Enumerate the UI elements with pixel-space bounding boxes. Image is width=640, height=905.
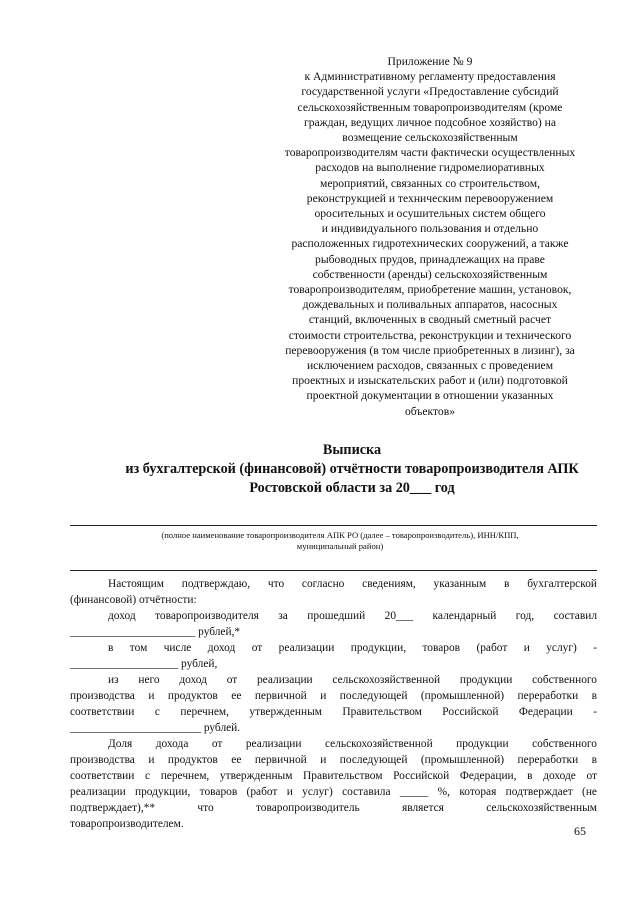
- caption-line: (полное наименование товаропроизводителя АПК РО (далее – товаропроизводитель), ИНН/КПП,: [161, 530, 519, 540]
- appendix-line: перевооружения (в том числе приобретенных в лизинг), за: [285, 343, 575, 357]
- statement-text: (финансовой) отчётности:: [70, 594, 197, 606]
- appendix-line: расположенных гидротехнических сооружений, а также: [291, 237, 569, 251]
- income-sales-field: ___________________ рублей,: [70, 658, 218, 670]
- appendix-line: товаропроизводителям, приобретение машин, установок,: [288, 283, 572, 297]
- income-sales-text: в том числе доход от реализации продукции, товаров (работ и услуг) -: [108, 642, 597, 654]
- title-period: Ростовской области за 20___ год: [249, 480, 455, 496]
- appendix-line: реконструкцией и техническим перевооружением: [306, 191, 554, 205]
- appendix-line: товаропроизводителям части фактически осуществленных: [284, 146, 576, 160]
- income-total-field: ______________________ рублей,*: [70, 626, 241, 638]
- share-text: реализации продукции, товаров (работ и услуг) составила _____ %, которая подтверждает (не: [70, 786, 597, 798]
- appendix-header: [262, 54, 598, 419]
- appendix-line: Приложение № 9: [387, 55, 473, 68]
- appendix-line: государственной услуги «Предоставление субсидий: [301, 85, 559, 99]
- appendix-line: сельскохозяйственным товаропроизводителям (кроме: [297, 100, 563, 114]
- statement-body: [70, 576, 597, 832]
- income-agri-text: производства и продуктов ее первичной и последующей (промышленной) переработки в: [70, 690, 597, 702]
- income-agri-text: из него доход от реализации сельскохозяйственной продукции собственного: [108, 674, 597, 686]
- caption-line: муниципальный район): [296, 541, 384, 551]
- share-text: соответствии с перечнем, утвержденным Правительством Российской Федерации, в доходе от: [70, 770, 597, 782]
- appendix-line: стоимости строительства, реконструкции и технического: [288, 328, 572, 342]
- appendix-line: проектных и изыскательских работ и (или) подготовкой: [292, 374, 568, 388]
- share-text: подтверждает),** что товаропроизводитель является сельскохозяйственным: [70, 802, 597, 814]
- appendix-line: возмещение сельскохозяйственным: [342, 131, 518, 145]
- appendix-line: станций, включенных в сводный сметный расчет: [308, 313, 552, 327]
- separator-line: [70, 570, 597, 571]
- appendix-line: объектов»: [404, 404, 455, 418]
- share-text: товаропроизводителем.: [70, 818, 184, 830]
- appendix-line: мероприятий, связанных со строительством,: [319, 176, 540, 190]
- page-number: 65: [574, 824, 586, 838]
- appendix-line: к Административному регламенту предоставления: [304, 70, 556, 84]
- appendix-line: собственности (аренды) сельскохозяйственным: [312, 267, 548, 281]
- appendix-line: исключением расходов, связанных с проведением: [306, 359, 554, 373]
- appendix-line: расходов на выполнение гидромелиоративных: [315, 161, 545, 175]
- appendix-line: проектной документации в отношении указанных: [306, 389, 554, 403]
- appendix-line: рыбоводных прудов, принадлежащих на праве: [315, 252, 545, 266]
- statement-text: Настоящим подтверждаю, что согласно сведениям, указанным в бухгалтерской: [108, 578, 597, 590]
- share-text: Доля дохода от реализации сельскохозяйственной продукции собственного: [108, 738, 597, 750]
- appendix-line: дождевальных и поливальных аппаратов, насосных: [302, 298, 558, 312]
- appendix-line: оросительных и осушительных систем общего: [314, 207, 546, 221]
- title-subheading: из бухгалтерской (финансовой) отчётности товаропроизводителя АПК: [125, 461, 579, 477]
- income-agri-text: соответствии с перечнем, утвержденным Правительством Российской Федерации -: [70, 706, 597, 718]
- income-agri-field: _______________________ рублей.: [70, 722, 241, 734]
- producer-name-line: [70, 525, 597, 526]
- producer-name-caption: [110, 530, 570, 552]
- title-heading: Выписка: [322, 442, 382, 458]
- appendix-line: граждан, ведущих личное подсобное хозяйство) на: [303, 115, 557, 129]
- share-text: производства и продуктов ее первичной и последующей (промышленной) переработки в: [70, 754, 597, 766]
- document-title: [60, 441, 640, 498]
- income-total-text: доход товаропроизводителя за прошедший 20___ календарный год, составил: [108, 610, 597, 622]
- appendix-line: и индивидуального пользования и отдельно: [321, 222, 539, 236]
